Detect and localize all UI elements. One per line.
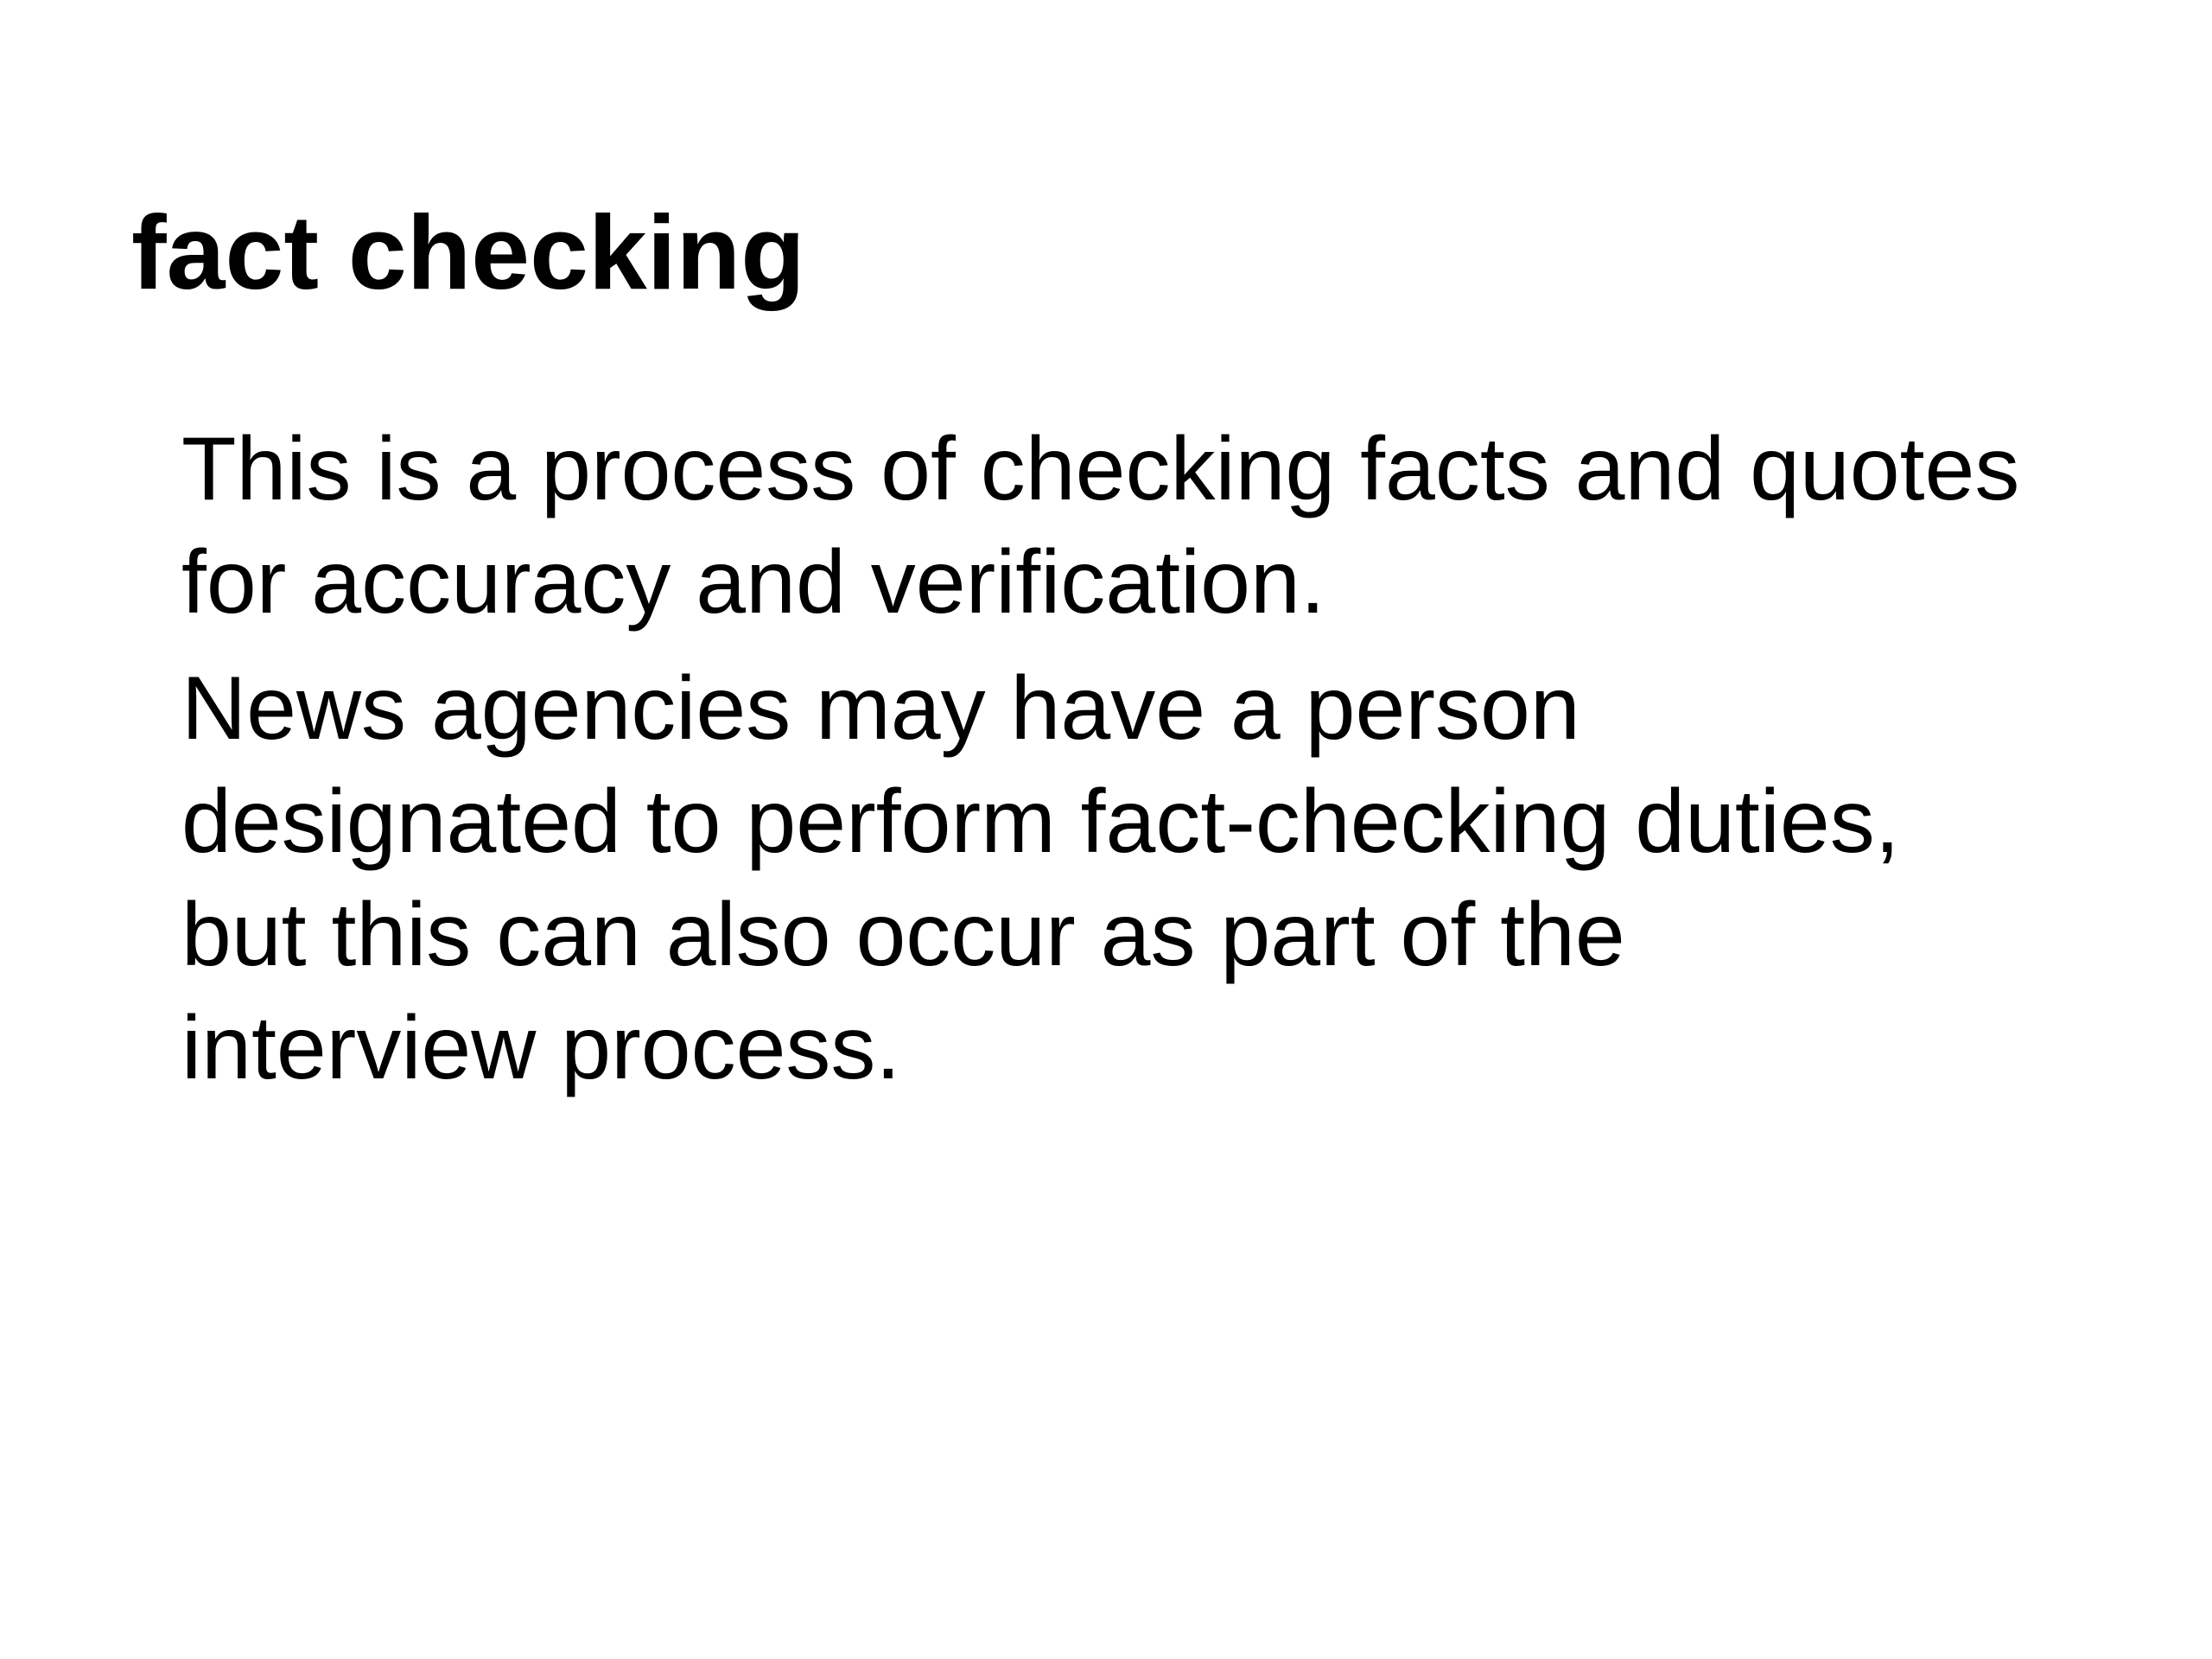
paragraph-definition [181, 413, 2169, 639]
paragraph-line: but this can also occur as part of the [181, 885, 1625, 985]
slide-body [181, 413, 2169, 1118]
paragraph-line: interview process. [181, 998, 901, 1098]
paragraph-line: News agencies may have a person [181, 658, 1580, 759]
paragraph-news-agencies [181, 652, 2169, 1105]
slide-title: fact checking [131, 194, 805, 311]
paragraph-line: designated to perform fact-checking duties, [181, 772, 1900, 872]
paragraph-line: for accuracy and verification. [181, 532, 1325, 632]
paragraph-line: This is a process of checking facts and quotes [181, 419, 2020, 519]
